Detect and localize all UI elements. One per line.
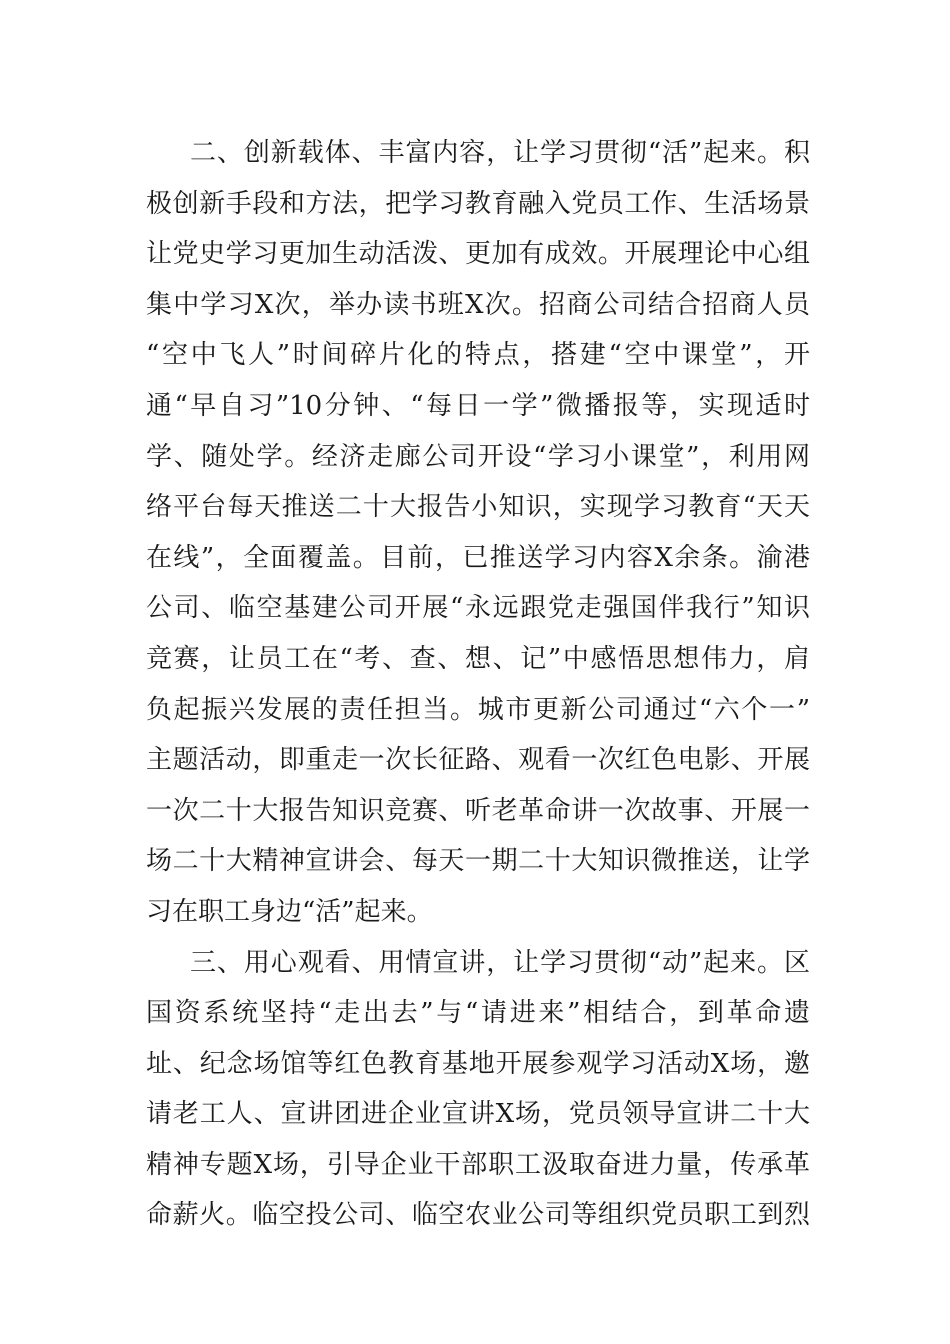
text-line: 通“早自习”10分钟、“每日一学”微播报等，实现适时 bbox=[146, 390, 810, 421]
paragraph-end-line: 习在职工身边“活”起来。 bbox=[146, 896, 433, 927]
text-line: 一次二十大报告知识竞赛、听老革命讲一次故事、开展一 bbox=[146, 795, 810, 826]
text-line: 极创新手段和方法，把学习教育融入党员工作、生活场景 bbox=[146, 188, 810, 219]
text-line: 集中学习X次，举办读书班X次。招商公司结合招商人员 bbox=[146, 289, 810, 320]
text-line: 竞赛，让员工在“考、查、想、记”中感悟思想伟力，肩 bbox=[146, 643, 810, 674]
text-line: 命薪火。临空投公司、临空农业公司等组织党员职工到烈 bbox=[146, 1200, 810, 1231]
paragraph-2-heading-line: 二、创新载体、丰富内容，让学习贯彻“活”起来。积 bbox=[190, 138, 810, 168]
text-line: 公司、临空基建公司开展“永远跟党走强国伴我行”知识 bbox=[146, 593, 810, 624]
text-line: 场二十大精神宣讲会、每天一期二十大知识微推送，让学 bbox=[146, 846, 810, 877]
body-text bbox=[146, 128, 810, 1241]
text-line: “空中飞人”时间碎片化的特点，搭建“空中课堂”，开 bbox=[146, 340, 810, 371]
text-line: 主题活动，即重走一次长征路、观看一次红色电影、开展 bbox=[146, 745, 810, 776]
text-line: 学、随处学。经济走廊公司开设“学习小课堂”，利用网 bbox=[146, 441, 810, 472]
text-line: 精神专题X场，引导企业干部职工汲取奋进力量，传承革 bbox=[146, 1149, 810, 1180]
text-line: 址、纪念场馆等红色教育基地开展参观学习活动X场，邀 bbox=[146, 1048, 810, 1079]
text-line: 在线”，全面覆盖。目前，已推送学习内容X余条。渝港 bbox=[146, 542, 810, 573]
text-line: 负起振兴发展的责任担当。城市更新公司通过“六个一” bbox=[146, 694, 810, 725]
paragraph-3-heading-line: 三、用心观看、用情宣讲，让学习贯彻“动”起来。区 bbox=[190, 947, 810, 978]
text-line: 国资系统坚持“走出去”与“请进来”相结合，到革命遗 bbox=[146, 998, 810, 1029]
text-line: 请老工人、宣讲团进企业宣讲X场，党员领导宣讲二十大 bbox=[146, 1099, 810, 1130]
text-line: 让党史学习更加生动活泼、更加有成效。开展理论中心组 bbox=[146, 239, 810, 270]
text-line: 络平台每天推送二十大报告小知识，实现学习教育“天天 bbox=[146, 492, 810, 523]
